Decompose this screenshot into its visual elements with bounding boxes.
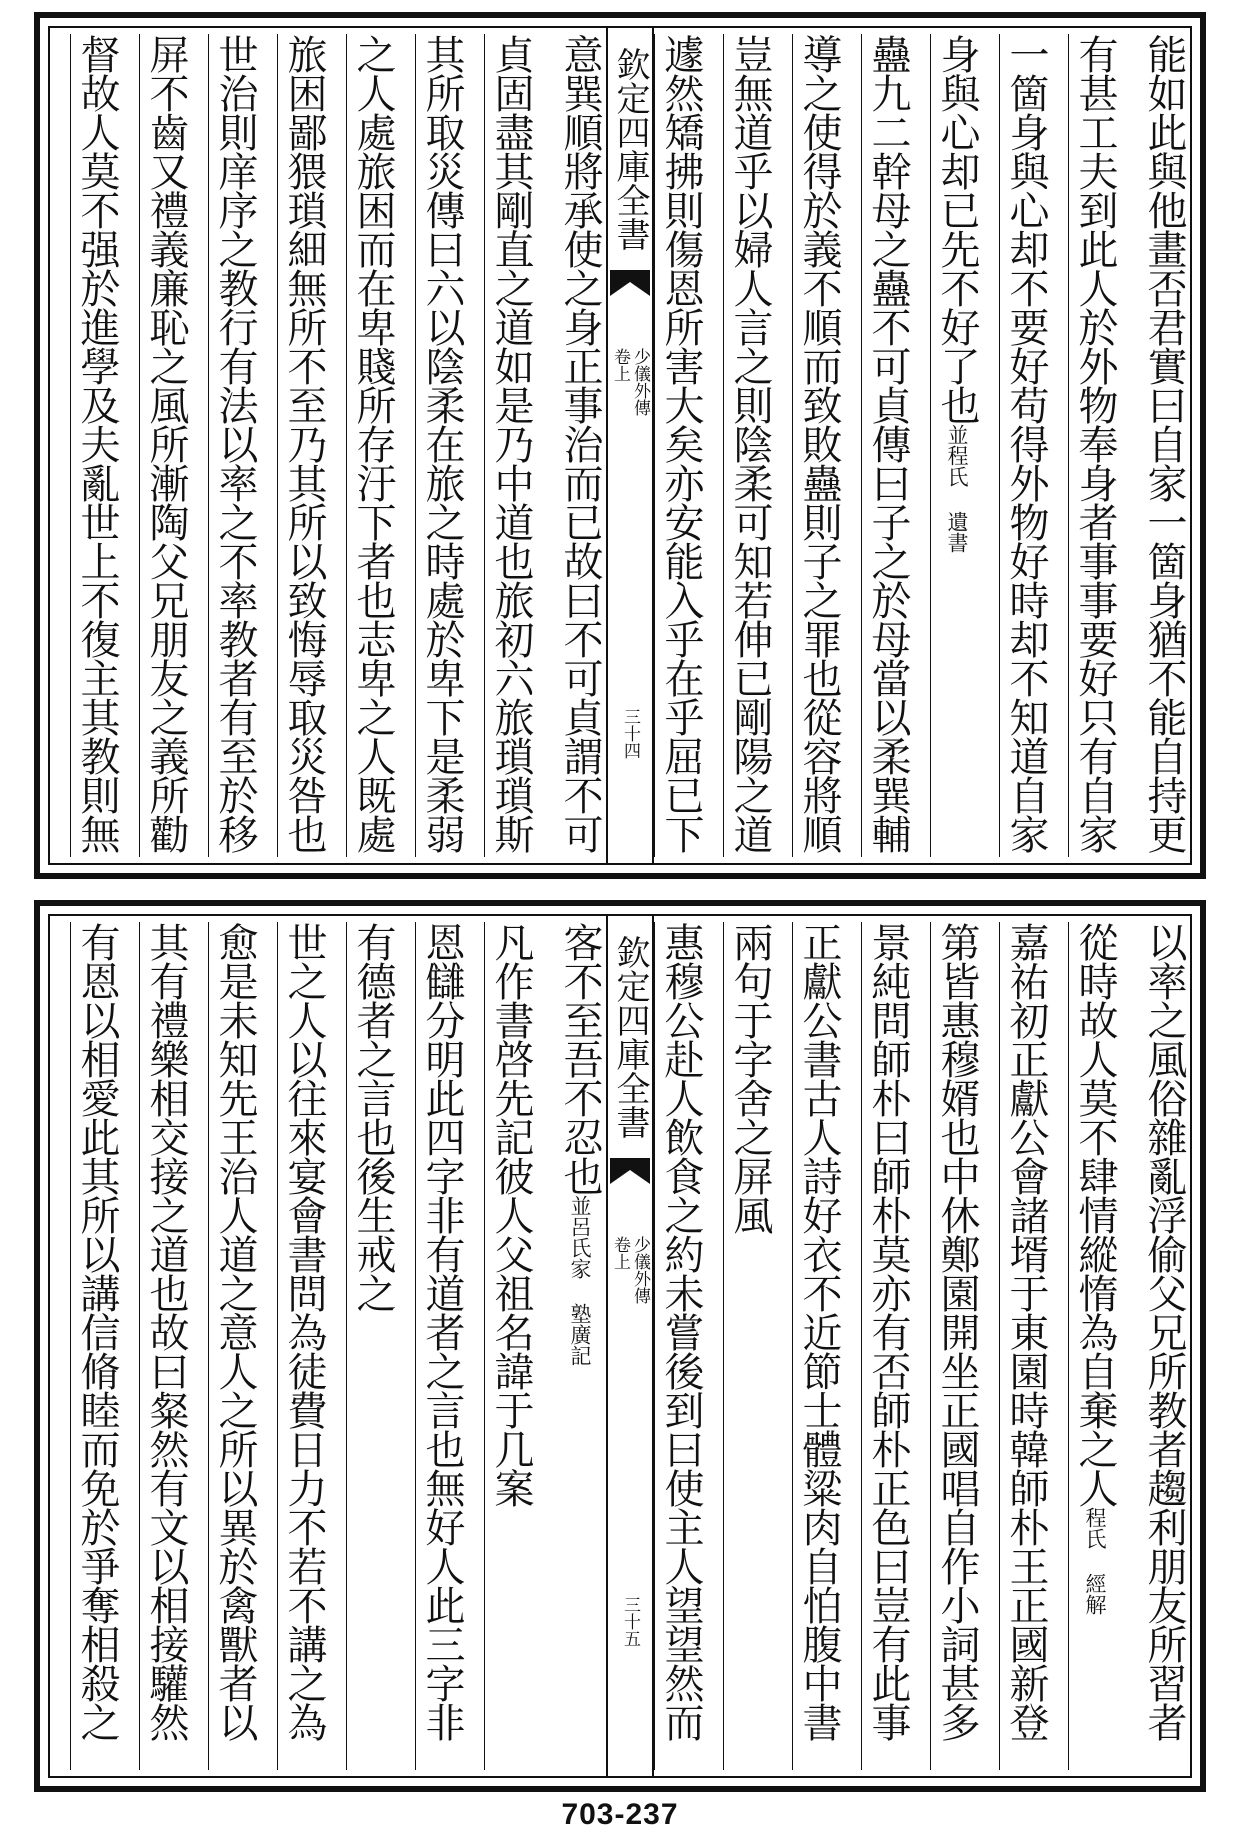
center-fold [606,28,654,863]
text-run: 客不至吾不忍也 [557,922,603,1195]
text-column: 第皆惠穆婿也中休鄭園開坐正國唱自作小詞甚多 [930,922,983,1770]
bottom-page-frame [48,914,1192,1778]
text-column: 以率之風俗雜亂浮偷父兄所教者趨利朋友所習者 [1141,922,1187,1741]
center-fold [606,916,654,1776]
text-column: 其所取災傳曰六以陰柔在旅之時處於卑下是柔弱 [415,34,468,857]
text-column: 之人處旅困而在卑賤所存汙下者也志卑之人既處 [346,34,399,857]
text-column [930,34,983,857]
bottom-right-half [634,916,1190,1776]
text-column: 凡作書啓先記彼人父祖名諱于几案 [484,922,537,1770]
text-column: 世治則庠序之教行有法以率之不率教者有至於移 [208,34,261,857]
text-column [1068,922,1121,1770]
text-column: 屏不齒又禮義廉恥之風所漸陶父兄朋友之義所勸 [139,34,192,857]
text-column: 督故人莫不强於進學及夫亂世上不復主其教則無 [70,34,123,857]
center-page-number: 三十四 [620,708,640,759]
text-column: 意巽順將承使之身正事治而已故曰不可貞謂不可 [557,34,603,853]
source-note: 並程氏 遺書 [945,424,969,553]
center-page-number: 三十五 [620,1596,640,1647]
center-title: 少儀外傳 [630,1236,650,1304]
top-right-half [634,28,1190,863]
text-column: 能如此與他畫否君實曰自家一箇身猶不能自持更 [1141,34,1187,853]
fishtail-mark-icon [610,1158,650,1184]
text-column: 豈無道乎以婦人言之則陰柔可知若伸已剛陽之道 [723,34,776,857]
text-column: 兩句于字舍之屏風 [723,922,776,1770]
text-column: 蠱九二幹母之蠱不可貞傳曰子之於母當以柔巽輔 [861,34,914,857]
text-column: 有恩以相愛此其所以講信脩睦而免於爭奪相殺之 [70,922,123,1770]
text-column: 景純問師朴曰師朴莫亦有否師朴正色曰豈有此事 [861,922,914,1770]
source-note: 程氏 經解 [1083,1507,1107,1615]
book-title: 欽定四庫全書 [610,935,650,1139]
text-column: 導之使得於義不順而致敗蠱則子之罪也從容將順 [792,34,845,857]
fishtail-mark-icon [610,270,650,296]
text-column: 旅困鄙猥瑣細無所不至乃其所以致悔辱取災咎也 [277,34,330,857]
center-volume: 卷上 [610,348,630,382]
text-column [554,922,606,1770]
text-column: 一箇身與心却不要好苟得外物好時却不知道自家 [999,34,1052,857]
text-column: 遽然矯拂則傷恩所害大矣亦安能入乎在乎屈已下 [654,34,707,857]
text-column: 其有禮樂相交接之道也故曰粲然有文以相接驩然 [139,922,192,1770]
text-column: 正獻公書古人詩好衣不近節士體粱肉自怕腹中書 [792,922,845,1770]
center-volume: 卷上 [610,1236,630,1270]
text-column: 恩讎分明此四字非有道者之言也無好人此三字非 [415,922,468,1770]
text-column: 世之人以往來宴會書問為徒費日力不若不講之為 [277,922,330,1770]
top-page [34,12,1206,879]
text-run: 身與心却已先不好了也 [934,34,980,424]
book-title: 欽定四庫全書 [610,47,650,251]
text-column: 嘉祐初正獻公會諸壻于東園時韓師朴王正國新登 [999,922,1052,1770]
center-title: 少儀外傳 [630,348,650,416]
top-left-half [50,28,606,863]
text-column: 有德者之言也後生戒之 [346,922,399,1770]
bottom-page [34,900,1206,1792]
text-column: 貞固盡其剛直之道如是乃中道也旅初六旅瑣瑣斯 [484,34,537,857]
page-code: 703-237 [561,1798,679,1831]
text-column: 有甚工夫到此人於外物奉身者事事要好只有自家 [1068,34,1121,857]
text-run: 從時故人莫不肆情縱惰為自棄之人 [1072,922,1118,1507]
source-note: 並呂氏家 塾廣記 [568,1195,592,1366]
text-column: 惠穆公赴人飲食之約未嘗後到曰使主人望望然而 [654,922,707,1770]
bottom-left-half [50,916,606,1776]
top-page-frame [48,26,1192,865]
text-column: 愈是未知先王治人道之意人之所以異於禽獸者以 [208,922,261,1770]
